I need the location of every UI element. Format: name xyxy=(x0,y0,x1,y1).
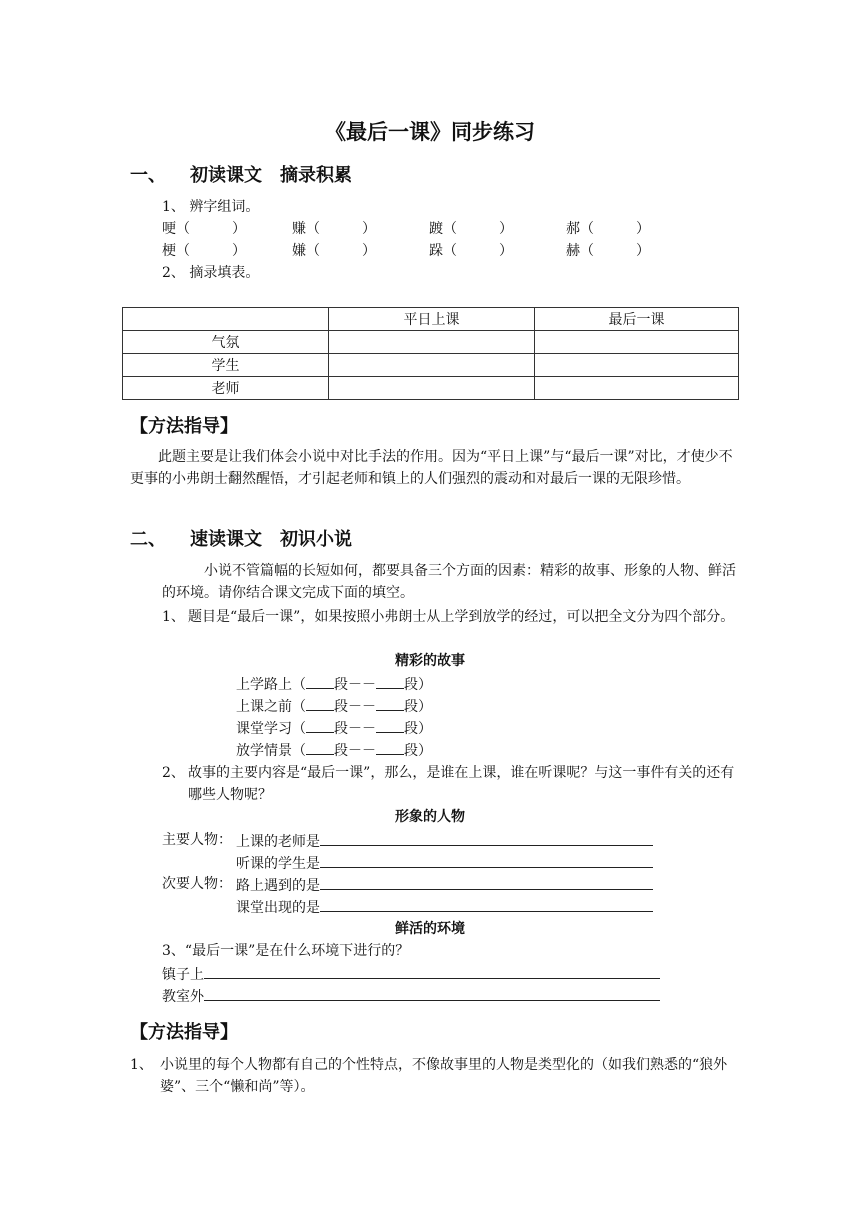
s2q2-number: 2、 xyxy=(162,765,185,781)
intro-text: 小说不管篇幅的长短如何，都要具备三个方面的因素：精彩的故事、形象的人物、鲜活的环境。请你结合课文完成下面的填空。 xyxy=(162,563,736,601)
s2q1-text: 题目是“最后一课”，如果按照小弗朗士从上学到放学的经过，可以把全文分为四个部分。 xyxy=(188,609,735,625)
section2-heading: 速读课文 初识小说 xyxy=(190,529,352,550)
table-header: 平日上课 xyxy=(329,308,535,331)
blank-field[interactable] xyxy=(376,672,404,689)
paren-open: （ xyxy=(292,721,306,737)
characters-heading: 形象的人物 xyxy=(395,809,465,825)
page-title: 《最后一课》同步练习 xyxy=(325,119,535,144)
blank-field[interactable] xyxy=(376,694,404,711)
paren-close: 段） xyxy=(404,699,432,715)
paren-open: （ xyxy=(292,699,306,715)
character-line xyxy=(236,873,653,897)
story-item-label: 上课之前 xyxy=(236,699,292,715)
blank-field[interactable] xyxy=(320,873,653,890)
environment-prompt: 镇子上 xyxy=(162,967,204,983)
paren-close: 段） xyxy=(404,743,432,759)
paren-close: 段） xyxy=(404,721,432,737)
table-cell[interactable] xyxy=(329,331,535,354)
story-item xyxy=(236,672,432,696)
story-item xyxy=(236,716,432,740)
blank-field[interactable] xyxy=(204,962,660,979)
table-header xyxy=(123,308,329,331)
story-mid: 段－－ xyxy=(334,743,376,759)
table-row xyxy=(123,308,739,331)
table-row xyxy=(123,331,739,354)
story-mid: 段－－ xyxy=(334,699,376,715)
q1-row2-item: 赫（ ） xyxy=(566,243,650,259)
table-row xyxy=(123,377,739,400)
character-line xyxy=(236,829,653,853)
paren-open: （ xyxy=(292,743,306,759)
character-prompt: 上课的老师是 xyxy=(236,834,320,850)
story-mid: 段－－ xyxy=(334,677,376,693)
story-item xyxy=(236,694,432,718)
section1-heading: 初读课文 摘录积累 xyxy=(190,165,352,186)
section2-number: 二、 xyxy=(130,529,166,550)
blank-field[interactable] xyxy=(306,694,334,711)
blank-field[interactable] xyxy=(376,738,404,755)
story-item-label: 课堂学习 xyxy=(236,721,292,737)
character-prompt: 课堂出现的是 xyxy=(236,900,320,916)
method2-heading: 【方法指导】 xyxy=(130,1022,238,1043)
method1-text: 此题主要是让我们体会小说中对比手法的作用。因为“平日上课”与“最后一课”对比，才使少不更事的小弗朗士翻然醒悟，才引起老师和镇上的人们强烈的震动和对最后一课的无限珍惜。 xyxy=(130,449,733,487)
q1-row1-item: 郝（ ） xyxy=(566,221,650,237)
environment-line xyxy=(162,984,660,1008)
method2-number: 1、 xyxy=(130,1057,153,1073)
story-item-label: 上学路上 xyxy=(236,677,292,693)
environment-heading: 鲜活的环境 xyxy=(395,921,465,937)
environment-question: 3、“最后一课”是在什么环境下进行的？ xyxy=(162,943,410,959)
paren-close: 段） xyxy=(404,677,432,693)
q1-row1 xyxy=(162,218,696,240)
story-item-label: 放学情景 xyxy=(236,743,292,759)
character-prompt: 路上遇到的是 xyxy=(236,878,320,894)
blank-field[interactable] xyxy=(306,738,334,755)
q1-row1-item: 踱（ ） xyxy=(429,221,513,237)
story-mid: 段－－ xyxy=(334,721,376,737)
q1-row2-item: 跺（ ） xyxy=(429,243,513,259)
table-row-label: 气氛 xyxy=(123,331,329,354)
character-line xyxy=(236,851,653,875)
paren-open: （ xyxy=(292,677,306,693)
q1-row2-item: 梗（ ） xyxy=(162,243,246,259)
q1-row1-item: 哽（ ） xyxy=(162,221,246,237)
character-prompt: 听课的学生是 xyxy=(236,856,320,872)
s2q2-text: 故事的主要内容是“最后一课”，那么，是谁在上课，谁在听课呢？与这一事件有关的还有哪些人物呢？ xyxy=(188,765,735,803)
blank-field[interactable] xyxy=(306,672,334,689)
story-item xyxy=(236,738,432,762)
blank-field[interactable] xyxy=(204,984,660,1001)
q1-label: 1、 辨字组词。 xyxy=(162,199,260,215)
blank-field[interactable] xyxy=(320,895,653,912)
q2-label: 2、 摘录填表。 xyxy=(162,265,260,281)
table-cell[interactable] xyxy=(329,377,535,400)
blank-field[interactable] xyxy=(376,716,404,733)
table-cell[interactable] xyxy=(535,377,739,400)
blank-field[interactable] xyxy=(320,851,653,868)
fill-table xyxy=(122,307,739,400)
environment-line xyxy=(162,962,660,986)
table-row-label: 学生 xyxy=(123,354,329,377)
section1-number: 一、 xyxy=(130,165,166,186)
environment-prompt: 教室外 xyxy=(162,989,204,1005)
q1-row2-item: 嫌（ ） xyxy=(292,243,376,259)
method2-text: 小说里的每个人物都有自己的个性特点，不像故事里的人物是类型化的（如我们熟悉的“狼外婆”、三个“懒和尚”等）。 xyxy=(160,1057,728,1095)
table-cell[interactable] xyxy=(535,331,739,354)
table-row-label: 老师 xyxy=(123,377,329,400)
table-cell[interactable] xyxy=(535,354,739,377)
main-characters-label: 主要人物： xyxy=(162,832,232,848)
minor-characters-label: 次要人物： xyxy=(162,876,232,892)
table-header: 最后一课 xyxy=(535,308,739,331)
story-heading: 精彩的故事 xyxy=(395,653,465,669)
blank-field[interactable] xyxy=(320,829,653,846)
table-row xyxy=(123,354,739,377)
table-cell[interactable] xyxy=(329,354,535,377)
q1-row1-item: 赚（ ） xyxy=(292,221,376,237)
s2q1-number: 1、 xyxy=(162,609,185,625)
character-line xyxy=(236,895,653,919)
method1-heading: 【方法指导】 xyxy=(130,416,238,437)
q1-row2 xyxy=(162,240,696,262)
blank-field[interactable] xyxy=(306,716,334,733)
